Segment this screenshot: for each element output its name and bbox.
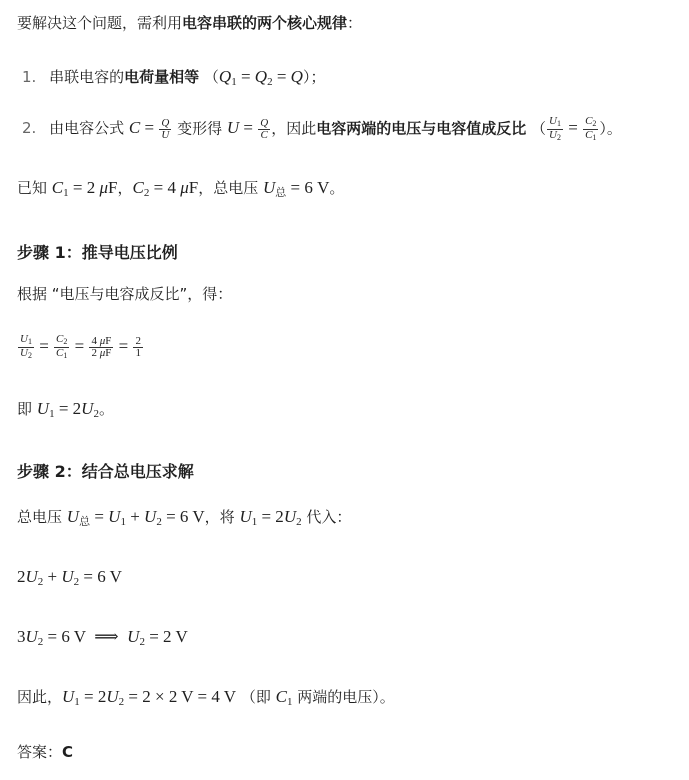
step-1-conclusion-prefix: 即 bbox=[17, 400, 33, 418]
eq-den-1: 2 bbox=[91, 347, 97, 359]
eq-den-2: 1 bbox=[135, 347, 141, 359]
rule-1-prefix: 串联电容的 bbox=[49, 68, 125, 86]
answer-value: C bbox=[62, 743, 74, 761]
step-2-prefix: 总电压 bbox=[17, 508, 63, 526]
step-1-conclusion: 即 $U_1 = 2U_2$。 bbox=[17, 399, 114, 420]
rule-2-mid2: ，因此 bbox=[271, 119, 317, 138]
intro-suffix: ： bbox=[347, 14, 363, 32]
step-2-total-sub: 总 bbox=[79, 515, 91, 528]
rule-1-index: 1. bbox=[22, 68, 37, 86]
rule-2-prefix: 由电容公式 bbox=[49, 119, 125, 138]
step-1-text: 根据 “电压与电容成反比”，得： bbox=[17, 285, 233, 303]
step-2-equation-2: $3U_2 = 6$ V ⟹ $U_2 = 2$ V bbox=[17, 627, 188, 648]
intro-prefix: 要解决这个问题，需利用 bbox=[17, 14, 183, 32]
step-2-mid: ，将 bbox=[204, 508, 235, 526]
ratio-formula: $\frac{U1}{U2}$ = $\frac{C2}{C1}$ bbox=[549, 115, 597, 142]
rule-2-index: 2. bbox=[22, 119, 37, 138]
given-line bbox=[17, 177, 344, 204]
rule-2 bbox=[20, 116, 622, 143]
step-2-heading: 步骤 2：结合总电压求解 bbox=[17, 462, 194, 481]
rule-1-open: （ bbox=[203, 68, 219, 86]
step-2-end: 代入： bbox=[306, 508, 352, 526]
intro-line bbox=[17, 12, 362, 34]
given-prefix: 已知 bbox=[17, 179, 48, 197]
result-paren-close: 两端的电压）。 bbox=[297, 688, 395, 706]
given-total-voltage: $U_总 = 6$ V bbox=[263, 178, 330, 199]
eq-num-2: 2 bbox=[135, 335, 141, 347]
given-total-sub: 总 bbox=[275, 186, 287, 199]
eq-num-1: 4 bbox=[91, 335, 97, 347]
result-prefix: 因此， bbox=[17, 688, 63, 706]
given-end: 。 bbox=[329, 179, 345, 197]
step-2-line: 总电压 $U_总 = U_1 + U_2 = 6$ V，将 $U_1 = 2U_2$ 代入： bbox=[17, 507, 352, 528]
answer-line bbox=[17, 741, 73, 763]
given-c1: $C_1 = 2$ μF bbox=[51, 178, 118, 199]
given-c2: $C_2 = 4$ μF bbox=[132, 178, 199, 199]
rule-2-open: （ bbox=[531, 119, 547, 138]
step-2-equation-1: $2U_2 + U_2 = 6$ V bbox=[17, 567, 122, 588]
rule-1-close: ）； bbox=[302, 68, 326, 86]
answer-label: 答案： bbox=[17, 743, 63, 761]
rule-2-mid1: 变形得 bbox=[177, 119, 223, 138]
rule-1-formula: $Q_1 = Q_2 = Q$ bbox=[218, 67, 303, 88]
rule-1 bbox=[20, 66, 325, 93]
result-line: 因此，$U_1 = 2U_2 = 2 \times 2$ V = 4 V （即 $C_1$ 两端的电压）。 bbox=[17, 687, 395, 708]
rule-2-close: ）。 bbox=[599, 119, 622, 138]
rule-1-bold: 电荷量相等 bbox=[124, 68, 200, 86]
step-1-heading: 步骤 1：推导电压比例 bbox=[17, 243, 178, 262]
result-paren-open: （即 bbox=[240, 688, 271, 706]
capacitance-formula: C = $\frac{Q}{U}$ bbox=[128, 117, 170, 141]
voltage-formula: U = $\frac{Q}{C}$ bbox=[226, 117, 269, 141]
intro-bold: 电容串联的两个核心规律 bbox=[182, 14, 348, 32]
rule-2-bold: 电容两端的电压与电容值成反比 bbox=[316, 119, 527, 138]
step-1-equation: $\frac{U1}{U2}$ = $\frac{C2}{C1}$ = $\frac{4 \mu F}{2 \mu F}$ = $\frac{2}{1}$ bbox=[20, 333, 141, 360]
given-sep2: ，总电压 bbox=[198, 179, 259, 197]
given-sep1: ， bbox=[117, 179, 133, 197]
step-1-conclusion-end: 。 bbox=[98, 400, 114, 418]
